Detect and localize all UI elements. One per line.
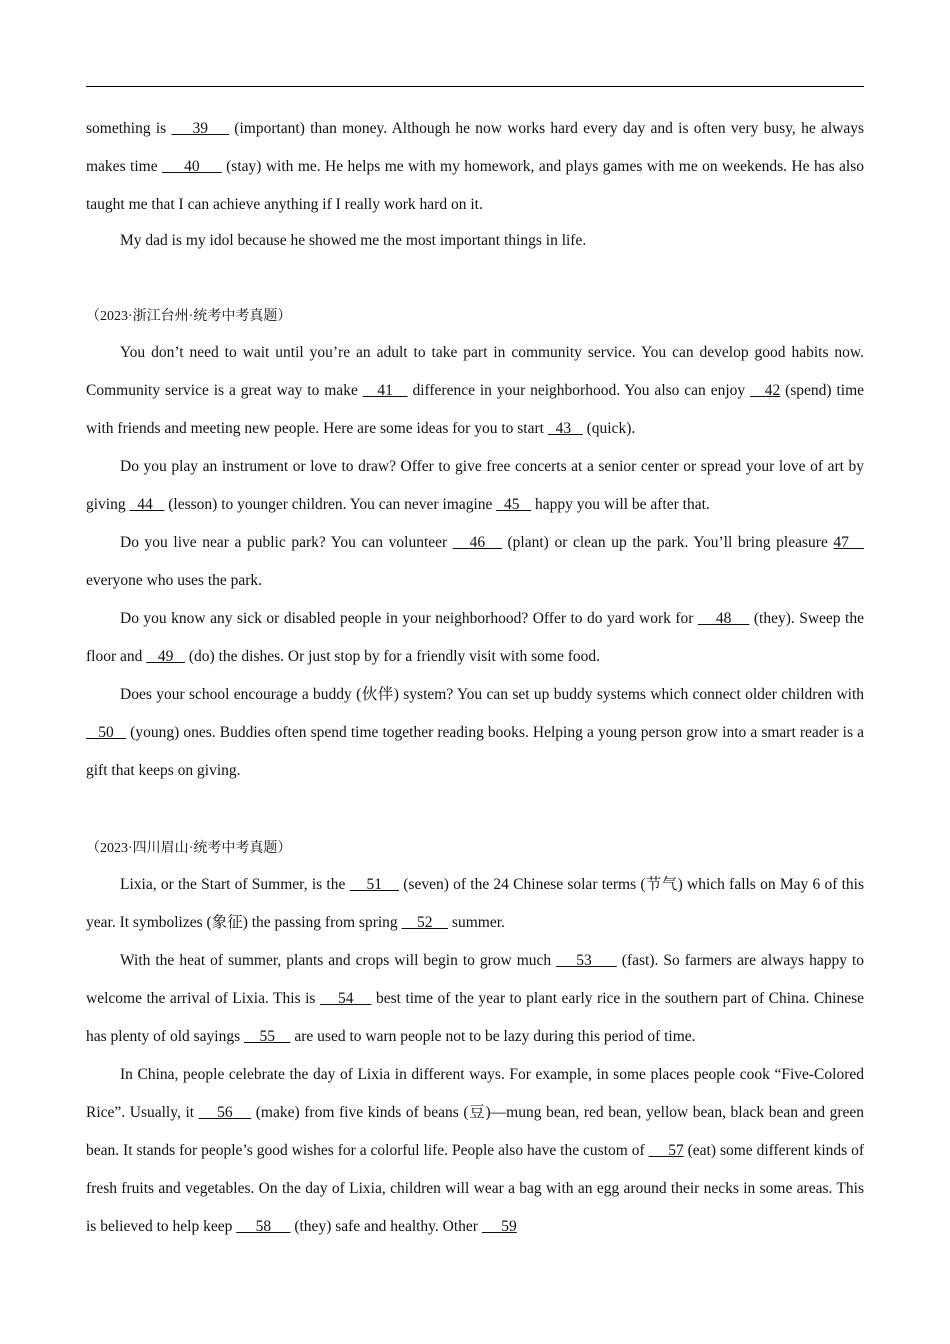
text: (eat) some different kinds of fresh fruits and vegetables. On the day of Lixia, children will wear a bag with an egg around their necks in some areas. This is believed to help keep	[86, 1142, 865, 1235]
text: (stay) with me. He helps me with my homework, and plays games with me on weekends. He has also taught me that I can achieve anything if I really work hard on it.	[86, 158, 865, 213]
text: something is	[86, 120, 172, 137]
text: summer.	[448, 914, 505, 931]
header-rule	[86, 86, 864, 87]
text: Do you play an instrument or love to draw? Offer to give free concerts at a senior center or spread your love of art by giving	[86, 458, 864, 513]
document-body	[86, 110, 864, 1246]
text: Lixia, or the Start of Summer, is the	[120, 876, 350, 893]
blank-43[interactable]: 43	[547, 420, 583, 437]
text: Does your school encourage a buddy (伙伴) system? You can set up buddy systems which connect older children with	[120, 686, 864, 703]
blank-52[interactable]: 52	[401, 914, 449, 931]
paragraph-s1-p1	[86, 110, 864, 224]
text: (spend) time with friends and meeting new people. Here are some ideas for you to start	[86, 382, 865, 437]
blank-59[interactable]: 59	[481, 1218, 517, 1235]
blank-39[interactable]: 39	[171, 120, 230, 137]
blank-42[interactable]: 42	[750, 382, 781, 399]
text: difference in your neighborhood. You also can enjoy	[407, 382, 751, 399]
blank-54[interactable]: 54	[319, 990, 372, 1007]
text: Do you live near a public park? You can volunteer	[120, 534, 453, 551]
text: (fast). So farmers are always happy to welcome the arrival of Lixia. This is	[86, 952, 865, 1007]
text: You don’t need to wait until you’re an adult to take part in community service. You can develop good habits now. Community service is a great way to make	[86, 344, 864, 399]
blank-56[interactable]: 56	[198, 1104, 252, 1121]
text: (lesson) to younger children. You can never imagine	[164, 496, 497, 513]
blank-45[interactable]: 45	[496, 496, 532, 513]
text: (important) than money. Although he now works hard every day and is often very busy, he always makes time	[86, 120, 865, 175]
paragraph-s2-p3	[86, 524, 864, 600]
blank-41[interactable]: 41	[362, 382, 408, 399]
blank-58[interactable]: 58	[236, 1218, 291, 1235]
source-label: （2023·浙江台州·统考中考真题）	[86, 309, 292, 324]
text: (quick).	[582, 420, 636, 437]
blank-57[interactable]: 57	[648, 1142, 684, 1159]
text: Do you know any sick or disabled people in your neighborhood? Offer to do yard work for	[120, 610, 698, 627]
spacer	[86, 258, 864, 306]
paragraph-s1-p2: My dad is my idol because he showed me the most important things in life.	[120, 232, 587, 249]
text: happy you will be after that.	[531, 496, 710, 513]
paragraph-s2-p2	[86, 448, 864, 524]
blank-44[interactable]: 44	[129, 496, 165, 513]
text: best time of the year to plant early rice in the southern part of China. Chinese has plenty of old sayings	[86, 990, 864, 1045]
blank-55[interactable]: 55	[244, 1028, 291, 1045]
paragraph-s2-p4	[86, 600, 864, 676]
source-label: （2023·四川眉山·统考中考真题）	[86, 841, 292, 856]
paragraph-s3-p1	[86, 866, 864, 942]
text: everyone who uses the park.	[86, 572, 263, 589]
text: In China, people celebrate the day of Lixia in different ways. For example, in some places people cook “Five-Colored Rice”. Usually, it	[86, 1066, 864, 1121]
blank-47[interactable]: 47	[833, 534, 865, 551]
text: (do) the dishes. Or just stop by for a friendly visit with some food.	[185, 648, 601, 665]
paragraph-s2-p1	[86, 334, 864, 448]
text: are used to warn people not to be lazy during this period of time.	[290, 1028, 696, 1045]
text: (young) ones. Buddies often spend time together reading books. Helping a young person grow into a smart reader is a gift that keeps on giving.	[86, 724, 864, 779]
text: (they). Sweep the floor and	[86, 610, 864, 665]
spacer	[86, 790, 864, 838]
paragraph-s2-p5	[86, 676, 864, 790]
blank-49[interactable]: 49	[146, 648, 186, 665]
blank-40[interactable]: 40	[162, 158, 222, 175]
blank-51[interactable]: 51	[349, 876, 400, 893]
text: (make) from five kinds of beans (豆)—mung bean, red bean, yellow bean, black bean and green bean. It stands for people’s good wishes for a colorful life. People also have the custom of	[86, 1104, 865, 1159]
text: (they) safe and healthy. Other	[290, 1218, 482, 1235]
blank-50[interactable]: 50	[86, 724, 127, 741]
blank-46[interactable]: 46	[452, 534, 502, 551]
blank-48[interactable]: 48	[697, 610, 750, 627]
text: (seven) of the 24 Chinese solar terms (节气) which falls on May 6 of this year. It symbolizes (象征) the passing from spring	[86, 876, 865, 931]
blank-53[interactable]: 53	[556, 952, 617, 969]
paragraph-s3-p3	[86, 1056, 864, 1246]
text: (plant) or clean up the park. You’ll bring pleasure	[501, 534, 834, 551]
text: With the heat of summer, plants and crops will begin to grow much	[120, 952, 557, 969]
paragraph-s3-p2	[86, 942, 864, 1056]
